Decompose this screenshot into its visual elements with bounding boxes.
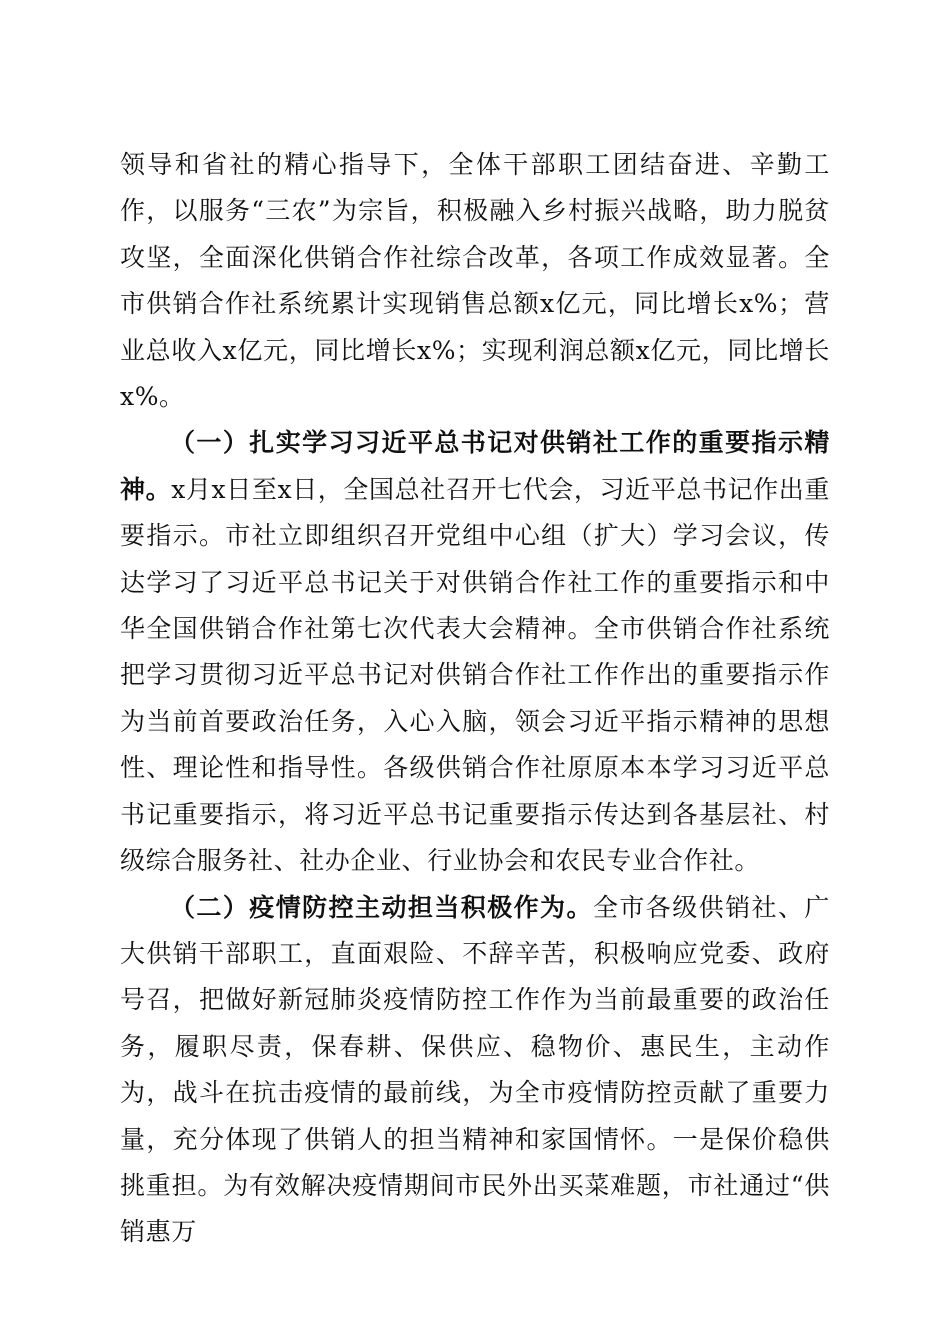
document-body — [120, 142, 830, 1256]
paragraph-intro — [120, 142, 830, 420]
section-2-heading: （二）疫情防控主动担当积极作为。 — [170, 892, 593, 922]
section-2-text: 全市各级供销社、广大供销干部职工，直面艰险、不辞辛苦，积极响应党委、政府号召，把做好新冠肺炎疫情防控工作作为当前最重要的政治任务，履职尽责，保春耕、保供应、稳物价、惠民生，主动作为，战斗在抗击疫情的最前线，为全市疫情防控贡献了重要力量，充分体现了供销人的担当精神和家国情怀。一是保价稳供挑重担。为有效解决疫情期间市民外出买菜难题，市社通过“供销惠万 — [120, 892, 830, 1247]
paragraph-intro-text: 领导和省社的精心指导下，全体干部职工团结奋进、辛勤工作，以服务“三农”为宗旨，积极融入乡村振兴战略，助力脱贫攻坚，全面深化供销合作社综合改革，各项工作成效显著。全市供销合作社系统累计实现销售总额x亿元，同比增长x%；营业总收入x亿元，同比增长x%；实现利润总额x亿元，同比增长x%。 — [120, 150, 830, 412]
paragraph-section-1 — [120, 420, 830, 884]
paragraph-section-2 — [120, 885, 830, 1256]
section-1-text: x月x日至x日，全国总社召开七代会，习近平总书记作出重要指示。市社立即组织召开党组中心组（扩大）学习会议，传达学习了习近平总书记关于对供销合作社工作的重要指示和中华全国供销合作社第七次代表大会精神。全市供销合作社系统把学习贯彻习近平总书记对供销合作社工作作出的重要指示作为当前首要政治任务，入心入脑，领会习近平指示精神的思想性、理论性和指导性。各级供销合作社原原本本学习习近平总书记重要指示，将习近平总书记重要指示传达到各基层社、村级综合服务社、社办企业、行业协会和农民专业合作社。 — [120, 474, 831, 876]
section-1-heading: （一）扎实学习习近平总书记对供销社工作的重要指示精神。 — [120, 428, 830, 504]
